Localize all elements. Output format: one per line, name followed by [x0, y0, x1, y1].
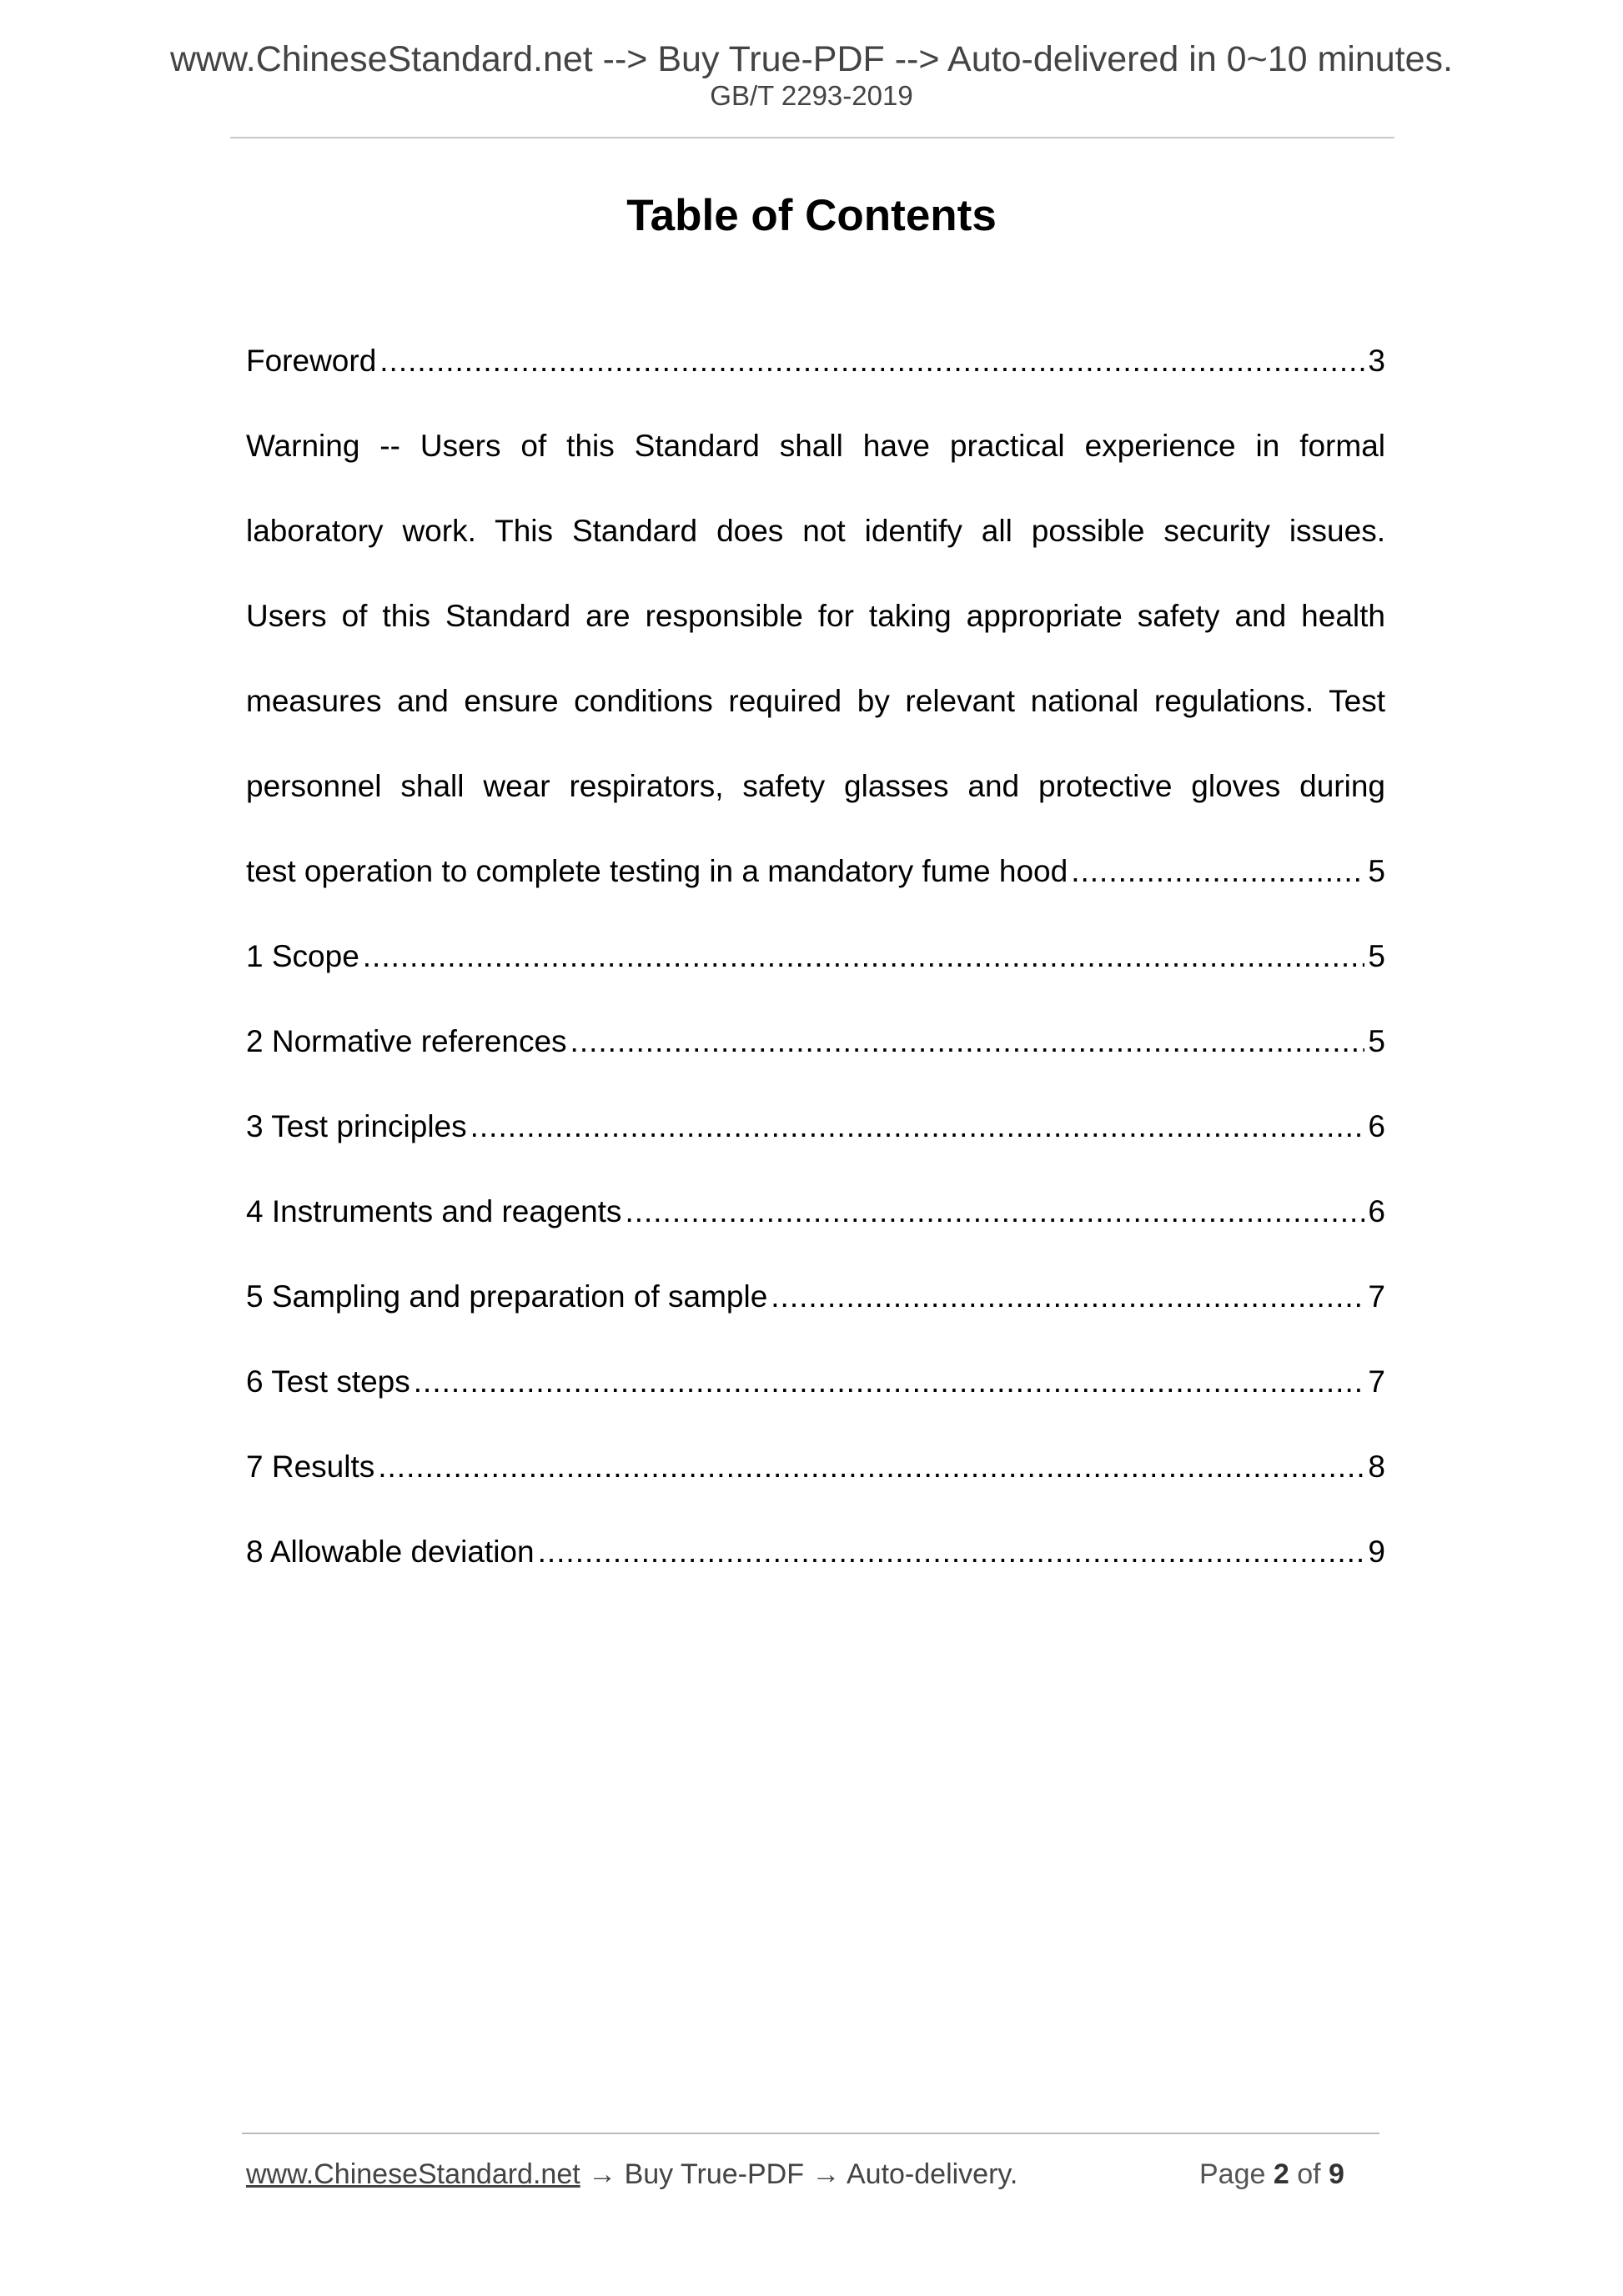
warning-line: Users of this Standard are responsible for taking appropriate safety and health: [246, 599, 1385, 633]
toc-entry-label: 3 Test principles: [246, 1109, 467, 1143]
of-word: of: [1297, 2158, 1321, 2190]
toc-entry-instruments-and-reagents[interactable]: [246, 1169, 1385, 1254]
toc-entry-page: 5: [1368, 854, 1385, 888]
toc-entry-sampling[interactable]: [246, 1254, 1385, 1339]
toc-entry-page: 8: [1368, 1449, 1385, 1484]
warning-last-line: [246, 829, 1385, 914]
document-code: GB/T 2293-2019: [710, 80, 913, 111]
footer-divider: [242, 2133, 1379, 2134]
footer-site-link[interactable]: www.ChineseStandard.net: [246, 2158, 580, 2190]
dot-leader: [1071, 829, 1364, 914]
toc-entry-page: 6: [1368, 1194, 1385, 1228]
dot-leader: [414, 1339, 1365, 1424]
warning-line: measures and ensure conditions required by relevant national regulations. Test: [246, 684, 1385, 718]
page-indicator: [1199, 2158, 1344, 2191]
dot-leader: [363, 914, 1365, 999]
toc-entry-label: 1 Scope: [246, 939, 359, 973]
dot-leader: [470, 1084, 1365, 1169]
toc-entry-label: test operation to complete testing in a mandatory fume hood: [246, 854, 1068, 888]
table-of-contents: [246, 319, 1385, 1595]
toc-entry-results[interactable]: [246, 1424, 1385, 1510]
footer-promo: [246, 2158, 1018, 2191]
dot-leader: [538, 1510, 1365, 1595]
toc-entry-page: 5: [1368, 939, 1385, 973]
dot-leader: [379, 319, 1364, 404]
header-banner: www.ChineseStandard.net --> Buy True-PDF --> Auto-delivered in 0~10 minutes.: [169, 39, 1453, 79]
toc-entry-page: 3: [1368, 344, 1385, 378]
toc-entry-normative-references[interactable]: [246, 999, 1385, 1084]
toc-entry-page: 6: [1368, 1109, 1385, 1143]
toc-entry-page: 7: [1368, 1364, 1385, 1399]
toc-entry-label: 6 Test steps: [246, 1364, 410, 1399]
toc-entry-page: 7: [1368, 1279, 1385, 1314]
toc-entry-test-steps[interactable]: [246, 1339, 1385, 1424]
dot-leader: [771, 1254, 1364, 1339]
dot-leader: [378, 1424, 1364, 1510]
toc-entry-foreword[interactable]: [246, 319, 1385, 404]
page-word: Page: [1199, 2158, 1266, 2190]
toc-entry-warning[interactable]: [246, 404, 1385, 914]
warning-line: personnel shall wear respirators, safety glasses and protective gloves during: [246, 769, 1385, 803]
dot-leader: [625, 1169, 1364, 1254]
footer-tagline: → Buy True-PDF → Auto-delivery.: [580, 2158, 1018, 2190]
warning-line: laboratory work. This Standard does not identify all possible security issues.: [246, 514, 1385, 548]
toc-entry-page: 9: [1368, 1535, 1385, 1569]
toc-entry-label: Foreword: [246, 344, 377, 378]
toc-entry-label: 7 Results: [246, 1449, 375, 1484]
toc-entry-allowable-deviation[interactable]: [246, 1510, 1385, 1595]
total-page-number: 9: [1329, 2158, 1344, 2190]
page-title: Table of Contents: [626, 191, 997, 240]
toc-entry-label: 2 Normative references: [246, 1024, 567, 1058]
toc-entry-scope[interactable]: [246, 914, 1385, 999]
toc-entry-label: 5 Sampling and preparation of sample: [246, 1279, 768, 1314]
current-page-number: 2: [1273, 2158, 1289, 2190]
header-divider: [230, 137, 1394, 138]
toc-entry-page: 5: [1368, 1024, 1385, 1058]
toc-entry-test-principles[interactable]: [246, 1084, 1385, 1169]
toc-entry-label: 4 Instruments and reagents: [246, 1194, 622, 1228]
dot-leader: [570, 999, 1365, 1084]
toc-entry-label: 8 Allowable deviation: [246, 1535, 535, 1569]
warning-line: Warning -- Users of this Standard shall have practical experience in formal: [246, 429, 1385, 463]
